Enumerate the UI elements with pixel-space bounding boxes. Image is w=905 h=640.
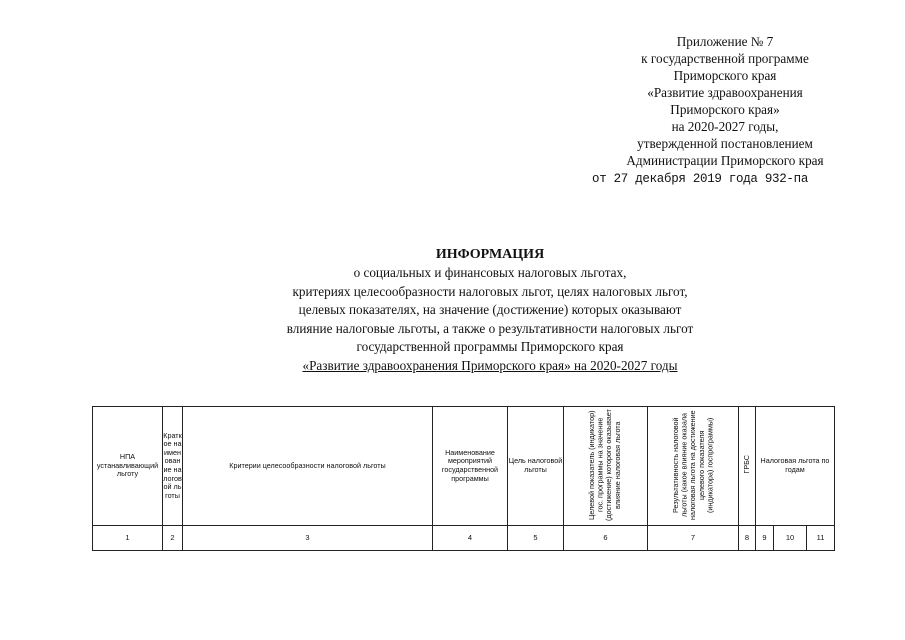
decree-date: от 27 декабря 2019 года 932-па	[592, 172, 809, 186]
column-numbers-row	[93, 526, 835, 551]
appendix-line: Приморского края	[673, 68, 777, 83]
info-line: целевых показателях, на значение (достижение) которых оказывают	[298, 302, 682, 317]
info-line: критериях целесообразности налоговых льгот, целях налоговых льгот,	[292, 283, 688, 299]
appendix-line: Администрации Приморского края	[626, 153, 824, 168]
header-years: Налоговая льгота по годам	[756, 407, 835, 526]
appendix-line: Приморского края»	[670, 102, 780, 117]
column-number: 10	[774, 526, 807, 551]
appendix-line: к государственной программе	[641, 51, 809, 66]
info-title: ИНФОРМАЦИЯ	[435, 247, 545, 262]
header-indicator-text: Целевой показатель (индикатор) гос. программы на значение (достижение) которого оказывает влияние налоговая льгота	[587, 408, 623, 521]
column-number: 9	[756, 526, 774, 551]
header-npa: НПА устанавливающий льготу	[93, 407, 163, 526]
info-block	[230, 246, 750, 375]
header-goal: Цель налоговой льготы	[508, 407, 564, 526]
appendix-line: утвержденной постановлением	[637, 136, 813, 151]
column-number: 11	[807, 526, 835, 551]
info-line: о социальных и финансовых налоговых льготах,	[353, 265, 627, 280]
header-grbs-text: ГРБС	[741, 455, 751, 474]
column-number: 3	[183, 526, 433, 551]
header-events: Наименование мероприятий государственной программы	[433, 407, 508, 526]
info-line: влияние налоговые льготы, а также о результативности налоговых льгот	[286, 320, 694, 336]
appendix-line: на 2020-2027 годы,	[671, 119, 779, 134]
program-name: «Развитие здравоохранения Приморского края» на 2020-2027 годы	[302, 357, 678, 373]
header-short-name: Краткое наименование налоговой льготы	[163, 407, 183, 526]
header-criteria: Критерии целесообразности налоговой льготы	[183, 407, 433, 526]
header-indicator	[564, 407, 648, 526]
column-number: 7	[648, 526, 739, 551]
column-number: 4	[433, 526, 508, 551]
header-grbs	[739, 407, 756, 526]
column-number: 2	[163, 526, 183, 551]
column-number: 5	[508, 526, 564, 551]
info-line: государственной программы Приморского края	[356, 339, 624, 354]
column-number: 1	[93, 526, 163, 551]
header-row	[93, 407, 835, 526]
appendix-line: «Развитие здравоохранения	[647, 85, 803, 100]
column-number: 6	[564, 526, 648, 551]
tax-benefits-table	[92, 406, 835, 551]
header-result-text: Результативность налоговой льготы (какое влияние оказала налоговая льгота на достижение целевого показателя (индикатора) госпрограммы)	[670, 409, 714, 520]
appendix-block	[590, 33, 860, 169]
appendix-line: Приложение № 7	[676, 34, 774, 49]
column-number: 8	[739, 526, 756, 551]
header-result	[648, 407, 739, 526]
